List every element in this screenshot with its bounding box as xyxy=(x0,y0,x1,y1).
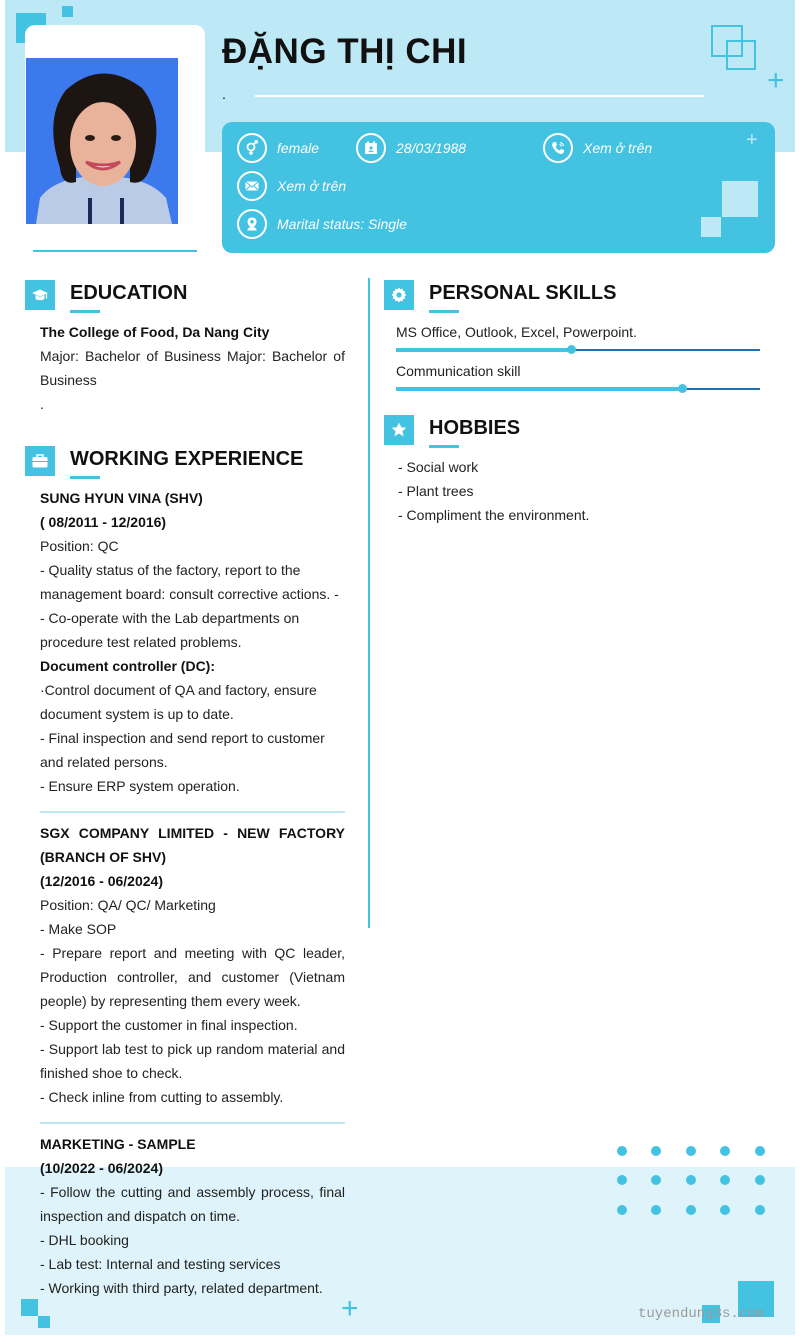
job-title: . xyxy=(222,86,226,102)
email-value: Xem ở trên xyxy=(277,178,347,194)
phone-field xyxy=(543,133,652,163)
experience-header xyxy=(25,446,303,476)
skill-bar xyxy=(396,349,760,351)
education-major: Major: Bachelor of Business Major: Bachelor of Business xyxy=(40,348,345,388)
company-name: MARKETING - SAMPLE xyxy=(40,1136,196,1152)
decor-dot-grid xyxy=(617,1146,767,1216)
job-line: Position: QA/ QC/ Marketing xyxy=(40,897,216,913)
job-line: - Check inline from cutting to assembly. xyxy=(40,1089,284,1105)
gear-icon xyxy=(384,280,414,310)
gender-value: female xyxy=(277,140,320,156)
skill-label: MS Office, Outlook, Excel, Powerpoint. xyxy=(396,324,637,340)
school-name: The College of Food, Da Nang City xyxy=(40,324,270,340)
name-divider xyxy=(255,95,704,97)
job-line: - Working with third party, related department. xyxy=(40,1280,323,1296)
phone-value: Xem ở trên xyxy=(583,140,653,156)
job-line: - Quality status of the factory, report to the management board: consult corrective actions. - xyxy=(40,562,339,602)
job-line: - Lab test: Internal and testing services xyxy=(40,1256,281,1272)
job-period: (10/2022 - 06/2024) xyxy=(40,1160,163,1176)
briefcase-icon xyxy=(25,446,55,476)
skill-fill xyxy=(396,387,682,391)
decor-square xyxy=(62,6,73,17)
job-divider xyxy=(40,811,345,813)
contact-card xyxy=(222,122,775,253)
phone-icon xyxy=(543,133,573,163)
job-entry xyxy=(40,486,345,798)
watermark: tuyendung3s.com xyxy=(638,1306,765,1322)
birthday-value: 28/03/1988 xyxy=(396,140,467,156)
job-entry xyxy=(40,1132,345,1300)
hobby-item: - Plant trees xyxy=(398,483,474,499)
job-subheading: Document controller (DC): xyxy=(40,658,215,674)
skill-bar xyxy=(396,388,760,390)
job-line: Position: QC xyxy=(40,538,119,554)
company-name: SGX COMPANY LIMITED - NEW FACTORY (BRANCH OF SHV) xyxy=(40,825,345,865)
location-icon xyxy=(237,209,267,239)
decor-square xyxy=(21,1299,38,1316)
plus-icon: + xyxy=(746,129,758,151)
decor-square xyxy=(722,181,758,217)
job-period: ( 08/2011 - 12/2016) xyxy=(40,514,167,530)
job-divider xyxy=(40,1122,345,1124)
section-title: EDUCATION xyxy=(70,282,188,304)
gender-field xyxy=(237,133,319,163)
skill-item xyxy=(396,361,760,390)
skill-fill xyxy=(396,348,571,352)
education-header xyxy=(25,280,187,310)
company-name: SUNG HYUN VINA (SHV) xyxy=(40,490,203,506)
email-icon xyxy=(237,171,267,201)
hobby-item: - Compliment the environment. xyxy=(398,507,590,523)
job-line: - Support the customer in final inspection. xyxy=(40,1017,298,1033)
photo-underline xyxy=(33,250,197,252)
column-divider xyxy=(368,278,370,928)
job-line: - Make SOP xyxy=(40,921,117,937)
skill-label: Communication skill xyxy=(396,363,521,379)
section-title: HOBBIES xyxy=(429,417,521,439)
profile-photo xyxy=(26,58,178,224)
job-line: - Follow the cutting and assembly process, final inspection and dispatch on time. xyxy=(40,1184,345,1224)
skill-knob xyxy=(567,345,576,354)
job-period: (12/2016 - 06/2024) xyxy=(40,873,163,889)
plus-icon: + xyxy=(341,1292,359,1325)
job-line: - Ensure ERP system operation. xyxy=(40,778,240,794)
job-line: - Final inspection and send report to customer and related persons. xyxy=(40,730,325,770)
star-icon xyxy=(384,415,414,445)
birthday-field xyxy=(356,133,466,163)
candidate-name: ĐẶNG THỊ CHI xyxy=(222,32,468,71)
section-title: WORKING EXPERIENCE xyxy=(70,448,304,470)
address-value: Marital status: Single xyxy=(277,216,407,232)
skills-header xyxy=(384,280,616,310)
job-line: - DHL booking xyxy=(40,1232,129,1248)
gender-icon xyxy=(237,133,267,163)
hobby-item: - Social work xyxy=(398,459,479,475)
hobbies-list xyxy=(398,455,758,527)
section-title: PERSONAL SKILLS xyxy=(429,282,617,304)
decor-square xyxy=(38,1316,50,1328)
job-line: - Prepare report and meeting with QC leader, Production controller, and customer (Vietnam people) by representing them every week. xyxy=(40,945,345,1009)
skill-knob xyxy=(678,384,687,393)
decor-square xyxy=(701,217,721,237)
education-note: . xyxy=(40,396,44,412)
decor-outline-square xyxy=(726,40,756,70)
education-body xyxy=(40,320,345,416)
job-line: ·Control document of QA and factory, ensure document system is up to date. xyxy=(40,682,317,722)
plus-icon: + xyxy=(767,64,785,97)
calendar-icon xyxy=(356,133,386,163)
hobbies-header xyxy=(384,415,520,445)
job-line: - Co-operate with the Lab departments on procedure test related problems. xyxy=(40,610,300,650)
job-line: - Support lab test to pick up random material and finished shoe to check. xyxy=(40,1041,345,1081)
address-field xyxy=(237,209,407,239)
job-entry xyxy=(40,821,345,1109)
email-field xyxy=(237,171,346,201)
skill-item xyxy=(396,322,760,351)
graduation-cap-icon xyxy=(25,280,55,310)
